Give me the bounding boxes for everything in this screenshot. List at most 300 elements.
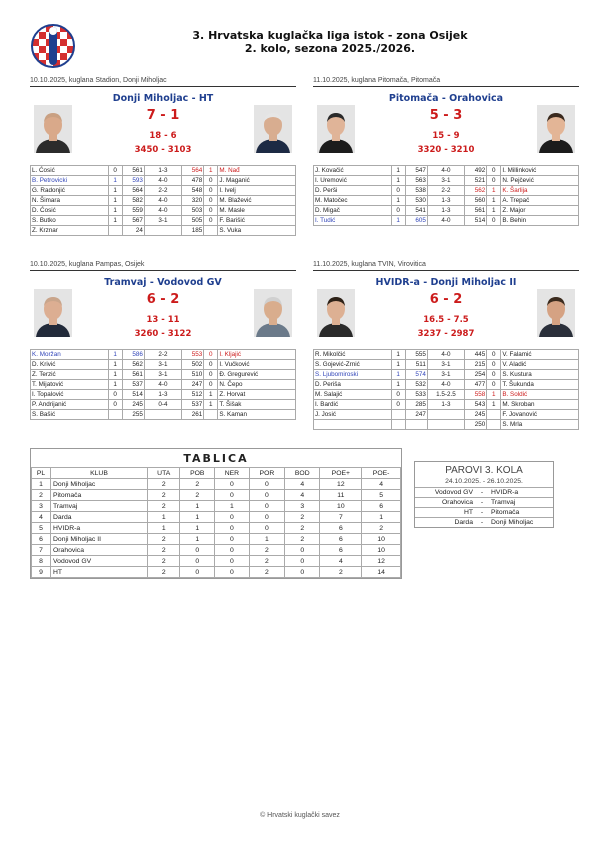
away-player-name: Đ. Gregurević xyxy=(218,370,296,380)
standings-cell: 2 xyxy=(148,556,180,567)
standings-cell: 1 xyxy=(180,523,215,534)
standings-cell: 2 xyxy=(148,490,180,501)
away-player-pins: 548 xyxy=(182,186,204,196)
pair-home-team: Darda xyxy=(415,518,475,528)
result-row xyxy=(31,390,296,400)
home-player-set-point: 0 xyxy=(108,390,122,400)
pair-row xyxy=(415,518,553,528)
away-player-set-point: 1 xyxy=(487,196,501,206)
home-player-set-point: 1 xyxy=(391,380,405,390)
away-player-set-point: 1 xyxy=(487,390,501,400)
match-block-4 xyxy=(313,260,579,430)
result-row xyxy=(31,380,296,390)
away-player-name: T. Šišak xyxy=(218,400,296,410)
result-row xyxy=(31,410,296,420)
match-sets: 18 - 6 xyxy=(149,131,177,141)
standings-cell: 1 xyxy=(32,479,51,490)
match-teams: Tramvaj - Vodovod GV xyxy=(104,277,222,288)
standings-header-ner: NER xyxy=(215,468,250,479)
standings-cell: 0 xyxy=(249,501,284,512)
match-results-table xyxy=(313,165,579,226)
duel-sets: 2-2 xyxy=(144,186,181,196)
home-player-pins: 574 xyxy=(405,370,427,380)
home-player-set-point xyxy=(108,410,122,420)
standings-cell: 9 xyxy=(32,567,51,578)
away-player-set-point: 0 xyxy=(204,186,218,196)
home-player-name: T. Mijatović xyxy=(31,380,109,390)
home-player-set-point: 1 xyxy=(108,186,122,196)
standings-row xyxy=(32,567,401,578)
pair-row xyxy=(415,498,553,508)
away-player-name: S. Kustura xyxy=(501,370,579,380)
home-player-pins: 255 xyxy=(122,410,144,420)
home-player-set-point: 1 xyxy=(108,370,122,380)
home-player-name: I. Tudić xyxy=(314,216,392,226)
duel-sets: 4-0 xyxy=(144,176,181,186)
duel-sets: 1-3 xyxy=(427,206,464,216)
away-player-set-point: 1 xyxy=(204,166,218,176)
away-player-pins: 445 xyxy=(465,350,487,360)
home-player-name xyxy=(314,420,392,430)
standings-cell: 1 xyxy=(362,512,401,523)
duel-sets: 4-0 xyxy=(427,216,464,226)
standings-cell: 4 xyxy=(32,512,51,523)
away-player-set-point: 1 xyxy=(487,206,501,216)
away-player-name: N. Čepo xyxy=(218,380,296,390)
standings-club: Donji Miholjac II xyxy=(51,534,148,545)
home-player-name: I. Uremović xyxy=(314,176,392,186)
away-player-name: I. Ivelj xyxy=(218,186,296,196)
away-player-set-point: 0 xyxy=(487,176,501,186)
home-player-set-point: 1 xyxy=(391,360,405,370)
away-player-set-point xyxy=(487,410,501,420)
match-info: 10.10.2025, kuglana Pampas, Osijek xyxy=(30,261,145,268)
home-player-set-point: 0 xyxy=(391,400,405,410)
match-score: 7 - 1 xyxy=(146,108,180,123)
home-player-name: S. Gojević-Zrnić xyxy=(314,360,392,370)
away-player-name: S. Vuka xyxy=(218,226,296,236)
result-row xyxy=(31,400,296,410)
away-player-name: B. Soldić xyxy=(501,390,579,400)
result-row xyxy=(31,216,296,226)
standings-cell: 2 xyxy=(362,523,401,534)
standings-cell: 0 xyxy=(180,545,215,556)
home-player-name: D. Migač xyxy=(314,206,392,216)
home-player-pins: 511 xyxy=(405,360,427,370)
standings-grid xyxy=(31,467,401,578)
away-player-set-point: 0 xyxy=(204,370,218,380)
away-player-name: K. Šarlija xyxy=(501,186,579,196)
standings-cell: 0 xyxy=(180,556,215,567)
footer-copyright: © Hrvatski kuglački savez xyxy=(260,812,340,819)
standings-cell: 2 xyxy=(285,534,320,545)
away-player-set-point: 0 xyxy=(204,216,218,226)
away-player-pins: 215 xyxy=(465,360,487,370)
pair-away-team: Tramvaj xyxy=(489,498,553,508)
standings-header-poe: POE- xyxy=(362,468,401,479)
standings-cell: 1 xyxy=(180,501,215,512)
standings-club: HVIDR-a xyxy=(51,523,148,534)
standings-cell: 0 xyxy=(215,479,250,490)
match-summary xyxy=(313,105,579,165)
standings-cell: 3 xyxy=(32,501,51,512)
away-player-set-point: 0 xyxy=(487,360,501,370)
standings-cell: 0 xyxy=(215,556,250,567)
standings-club: Orahovica xyxy=(51,545,148,556)
match-divider xyxy=(313,270,579,271)
home-player-name: M. Matočec xyxy=(314,196,392,206)
standings-cell: 10 xyxy=(362,534,401,545)
match-teams: Pitomača - Orahovica xyxy=(388,93,504,104)
home-player-name: K. Moržan xyxy=(31,350,109,360)
home-player-set-point: 1 xyxy=(108,216,122,226)
match-teams: HVIDR-a - Donji Miholjac II xyxy=(375,277,517,288)
home-player-pins: 24 xyxy=(122,226,144,236)
away-player-name: V. Aladić xyxy=(501,360,579,370)
standings-cell: 4 xyxy=(285,479,320,490)
away-player-set-point: 0 xyxy=(204,350,218,360)
result-row xyxy=(314,186,579,196)
match-sets: 15 - 9 xyxy=(432,131,460,141)
page-header xyxy=(80,29,580,55)
standings-cell: 0 xyxy=(285,567,320,578)
standings-cell: 2 xyxy=(148,501,180,512)
away-player-name: I. Millinković xyxy=(501,166,579,176)
pair-home-team: HT xyxy=(415,508,475,518)
match-block-3 xyxy=(30,260,296,420)
duel-sets: 3-1 xyxy=(427,176,464,186)
home-player-name: B. Petrovicki xyxy=(31,176,109,186)
away-player-name: A. Trepač xyxy=(501,196,579,206)
standings-header-pl: PL xyxy=(32,468,51,479)
home-player-set-point xyxy=(391,420,405,430)
match-sets: 16.5 - 7.5 xyxy=(423,315,469,325)
result-row xyxy=(314,420,579,430)
pair-row xyxy=(415,508,553,518)
match-info: 11.10.2025, kuglana Pitomača, Pitomača xyxy=(313,77,441,84)
duel-sets xyxy=(144,410,181,420)
away-player-set-point: 1 xyxy=(204,390,218,400)
result-row xyxy=(314,400,579,410)
result-row xyxy=(31,350,296,360)
home-player-pins: 532 xyxy=(405,380,427,390)
standings-cell: 6 xyxy=(320,534,362,545)
standings-cell: 6 xyxy=(320,545,362,556)
duel-sets: 1-3 xyxy=(427,400,464,410)
result-row xyxy=(31,196,296,206)
home-player-name: S. Butko xyxy=(31,216,109,226)
standings-cell: 3 xyxy=(285,501,320,512)
away-player-name: S. Kaman xyxy=(218,410,296,420)
standings-cell: 2 xyxy=(249,545,284,556)
standings-cell: 6 xyxy=(362,501,401,512)
away-player-pins: 564 xyxy=(182,166,204,176)
home-player-set-point: 1 xyxy=(391,196,405,206)
match-summary xyxy=(313,289,579,349)
result-row xyxy=(314,166,579,176)
match-teams: Donji Miholjac - HT xyxy=(112,93,214,104)
pair-separator: - xyxy=(475,498,489,508)
header-title: 3. Hrvatska kuglačka liga istok - zona Osijek xyxy=(192,29,468,42)
away-player-name: J. Maganić xyxy=(218,176,296,186)
standings-row xyxy=(32,534,401,545)
away-player-pins: 558 xyxy=(465,390,487,400)
duel-sets: 4-0 xyxy=(144,380,181,390)
pair-row xyxy=(415,488,553,498)
home-player-set-point: 1 xyxy=(108,196,122,206)
home-player-pins: 538 xyxy=(405,186,427,196)
pair-separator: - xyxy=(475,488,489,498)
standings-cell: 2 xyxy=(249,567,284,578)
standings-cell: 12 xyxy=(320,479,362,490)
home-player-set-point xyxy=(391,410,405,420)
home-player-set-point: 1 xyxy=(391,176,405,186)
duel-sets: 3-1 xyxy=(144,370,181,380)
home-player-pins: 561 xyxy=(122,166,144,176)
result-row xyxy=(314,176,579,186)
away-player-name: F. Barišić xyxy=(218,216,296,226)
away-player-pins: 514 xyxy=(465,216,487,226)
away-player-set-point: 1 xyxy=(487,400,501,410)
duel-sets: 3-1 xyxy=(427,370,464,380)
standings-club: Vodovod GV xyxy=(51,556,148,567)
standings-cell: 0 xyxy=(215,567,250,578)
home-player-pins: 285 xyxy=(405,400,427,410)
duel-sets: 4-0 xyxy=(427,380,464,390)
pair-separator: - xyxy=(475,508,489,518)
away-player-pins: 492 xyxy=(465,166,487,176)
home-player-pins: 530 xyxy=(405,196,427,206)
home-player-name: I. Topalović xyxy=(31,390,109,400)
home-player-name: S. Ljubomiroski xyxy=(314,370,392,380)
home-player-set-point: 1 xyxy=(391,216,405,226)
standings-row xyxy=(32,490,401,501)
standings-header-row xyxy=(32,468,401,479)
match-block-1 xyxy=(30,76,296,236)
standings-cell: 0 xyxy=(215,534,250,545)
duel-sets: 1-3 xyxy=(144,390,181,400)
standings-cell: 0 xyxy=(249,490,284,501)
away-player-name: M. Masle xyxy=(218,206,296,216)
result-row xyxy=(31,176,296,186)
home-player-pins: 555 xyxy=(405,350,427,360)
home-player-pins: 547 xyxy=(405,166,427,176)
result-row xyxy=(31,166,296,176)
match-summary xyxy=(30,289,296,349)
home-player-set-point: 0 xyxy=(391,390,405,400)
away-player-pins: 185 xyxy=(182,226,204,236)
match-results-table xyxy=(30,165,296,236)
standings-cell: 1 xyxy=(180,512,215,523)
home-player-name: Z. Krznar xyxy=(31,226,109,236)
away-player-pins: 247 xyxy=(182,380,204,390)
standings-header-uta: UTA xyxy=(148,468,180,479)
match-divider xyxy=(313,86,579,87)
away-player-set-point: 0 xyxy=(204,176,218,186)
standings-cell: 0 xyxy=(249,512,284,523)
home-player-set-point: 1 xyxy=(391,350,405,360)
standings-cell: 0 xyxy=(249,523,284,534)
away-player-set-point: 0 xyxy=(204,360,218,370)
match-score: 6 - 2 xyxy=(429,292,463,307)
home-player-set-point xyxy=(108,226,122,236)
standings-cell: 12 xyxy=(362,556,401,567)
standings-club: Pitomača xyxy=(51,490,148,501)
home-player-name: N. Šimara xyxy=(31,196,109,206)
home-player-name: G. Radonjić xyxy=(31,186,109,196)
away-player-photo xyxy=(254,289,292,337)
standings-cell: 4 xyxy=(362,479,401,490)
home-player-pins: 559 xyxy=(122,206,144,216)
standings-row xyxy=(32,523,401,534)
home-player-pins: 586 xyxy=(122,350,144,360)
home-player-set-point: 1 xyxy=(108,360,122,370)
standings-table xyxy=(30,448,402,579)
duel-sets xyxy=(144,226,181,236)
duel-sets: 2-2 xyxy=(144,350,181,360)
standings-cell: 0 xyxy=(249,479,284,490)
duel-sets: 4-0 xyxy=(427,350,464,360)
standings-header-klub: KLUB xyxy=(51,468,148,479)
standings-header-pob: POB xyxy=(180,468,215,479)
standings-row xyxy=(32,479,401,490)
standings-club: HT xyxy=(51,567,148,578)
home-player-pins: 582 xyxy=(122,196,144,206)
home-player-name: P. Andrijanić xyxy=(31,400,109,410)
away-player-photo xyxy=(254,105,292,153)
match-divider xyxy=(30,86,296,87)
away-player-pins: 543 xyxy=(465,400,487,410)
match-block-2 xyxy=(313,76,579,226)
result-row xyxy=(314,410,579,420)
match-pins: 3450 - 3103 xyxy=(134,145,192,155)
duel-sets: 1.5-2.5 xyxy=(427,390,464,400)
standings-cell: 1 xyxy=(215,501,250,512)
standings-cell: 14 xyxy=(362,567,401,578)
standings-cell: 7 xyxy=(32,545,51,556)
home-player-name: I. Bardić xyxy=(314,400,392,410)
result-row xyxy=(314,390,579,400)
match-pins: 3260 - 3122 xyxy=(134,329,192,339)
standings-cell: 11 xyxy=(320,490,362,501)
result-row xyxy=(314,360,579,370)
home-player-pins: 245 xyxy=(122,400,144,410)
away-player-pins: 254 xyxy=(465,370,487,380)
away-player-pins: 521 xyxy=(465,176,487,186)
standings-cell: 4 xyxy=(285,490,320,501)
result-row xyxy=(314,206,579,216)
home-player-name: D. Ćosić xyxy=(31,206,109,216)
standings-cell: 2 xyxy=(32,490,51,501)
next-round-pairs xyxy=(414,461,554,528)
home-player-pins: 514 xyxy=(122,390,144,400)
standings-row xyxy=(32,501,401,512)
federation-logo xyxy=(30,23,76,69)
pair-away-team: Pitomača xyxy=(489,508,553,518)
duel-sets: 1-3 xyxy=(144,166,181,176)
standings-cell: 0 xyxy=(215,523,250,534)
standings-cell: 2 xyxy=(148,479,180,490)
standings-cell: 4 xyxy=(320,556,362,567)
duel-sets: 4-0 xyxy=(144,196,181,206)
home-player-set-point: 0 xyxy=(108,166,122,176)
standings-cell: 2 xyxy=(285,523,320,534)
home-player-name: D. Krivić xyxy=(31,360,109,370)
duel-sets: 0-4 xyxy=(144,400,181,410)
home-player-name: D. Periša xyxy=(314,380,392,390)
home-player-pins: 247 xyxy=(405,410,427,420)
home-player-name: J. Josić xyxy=(314,410,392,420)
standings-cell: 10 xyxy=(320,501,362,512)
pair-away-team: HVIDR-a xyxy=(489,488,553,498)
standings-row xyxy=(32,512,401,523)
standings-cell: 5 xyxy=(362,490,401,501)
standings-header-por: POR xyxy=(249,468,284,479)
home-player-pins: 567 xyxy=(122,216,144,226)
away-player-set-point: 1 xyxy=(487,186,501,196)
match-score: 5 - 3 xyxy=(429,108,463,123)
home-player-set-point: 1 xyxy=(391,166,405,176)
away-player-set-point xyxy=(487,420,501,430)
standings-header-bod: BOD xyxy=(285,468,320,479)
home-player-name: D. Perši xyxy=(314,186,392,196)
pairs-title: PAROVI 3. KOLA xyxy=(445,465,523,476)
standings-header-poe: POE+ xyxy=(320,468,362,479)
home-player-set-point: 1 xyxy=(108,176,122,186)
result-row xyxy=(314,196,579,206)
standings-cell: 7 xyxy=(320,512,362,523)
away-player-pins: 562 xyxy=(465,186,487,196)
away-player-set-point: 0 xyxy=(487,350,501,360)
result-row xyxy=(314,380,579,390)
duel-sets: 4-0 xyxy=(427,166,464,176)
match-info: 11.10.2025, kuglana TVIN, Virovitica xyxy=(313,261,426,268)
away-player-set-point: 0 xyxy=(204,196,218,206)
away-player-name: M. Blažević xyxy=(218,196,296,206)
home-player-name: R. Mikolčić xyxy=(314,350,392,360)
home-player-set-point: 0 xyxy=(391,186,405,196)
away-player-pins: 477 xyxy=(465,380,487,390)
home-player-set-point: 1 xyxy=(391,370,405,380)
away-player-set-point: 0 xyxy=(487,380,501,390)
home-player-pins: 564 xyxy=(122,186,144,196)
standings-cell: 0 xyxy=(285,545,320,556)
standings-cell: 0 xyxy=(285,556,320,567)
standings-cell: 0 xyxy=(215,490,250,501)
standings-cell: 2 xyxy=(148,545,180,556)
match-score: 6 - 2 xyxy=(146,292,180,307)
standings-cell: 6 xyxy=(32,534,51,545)
duel-sets: 3-1 xyxy=(144,216,181,226)
standings-cell: 0 xyxy=(215,545,250,556)
away-player-pins: 560 xyxy=(465,196,487,206)
home-player-pins: 593 xyxy=(122,176,144,186)
home-player-pins: 605 xyxy=(405,216,427,226)
away-player-pins: 512 xyxy=(182,390,204,400)
match-sets: 13 - 11 xyxy=(146,315,180,325)
away-player-pins: 245 xyxy=(465,410,487,420)
standings-cell: 1 xyxy=(148,512,180,523)
away-player-name: M. Nađ xyxy=(218,166,296,176)
standings-cell: 2 xyxy=(148,534,180,545)
pairs-date: 24.10.2025. - 26.10.2025. xyxy=(445,478,523,485)
away-player-set-point: 0 xyxy=(487,166,501,176)
standings-cell: 2 xyxy=(180,490,215,501)
home-player-pins: 562 xyxy=(122,360,144,370)
away-player-name: N. Pejčević xyxy=(501,176,579,186)
away-player-set-point: 0 xyxy=(204,206,218,216)
standings-cell: 1 xyxy=(180,534,215,545)
